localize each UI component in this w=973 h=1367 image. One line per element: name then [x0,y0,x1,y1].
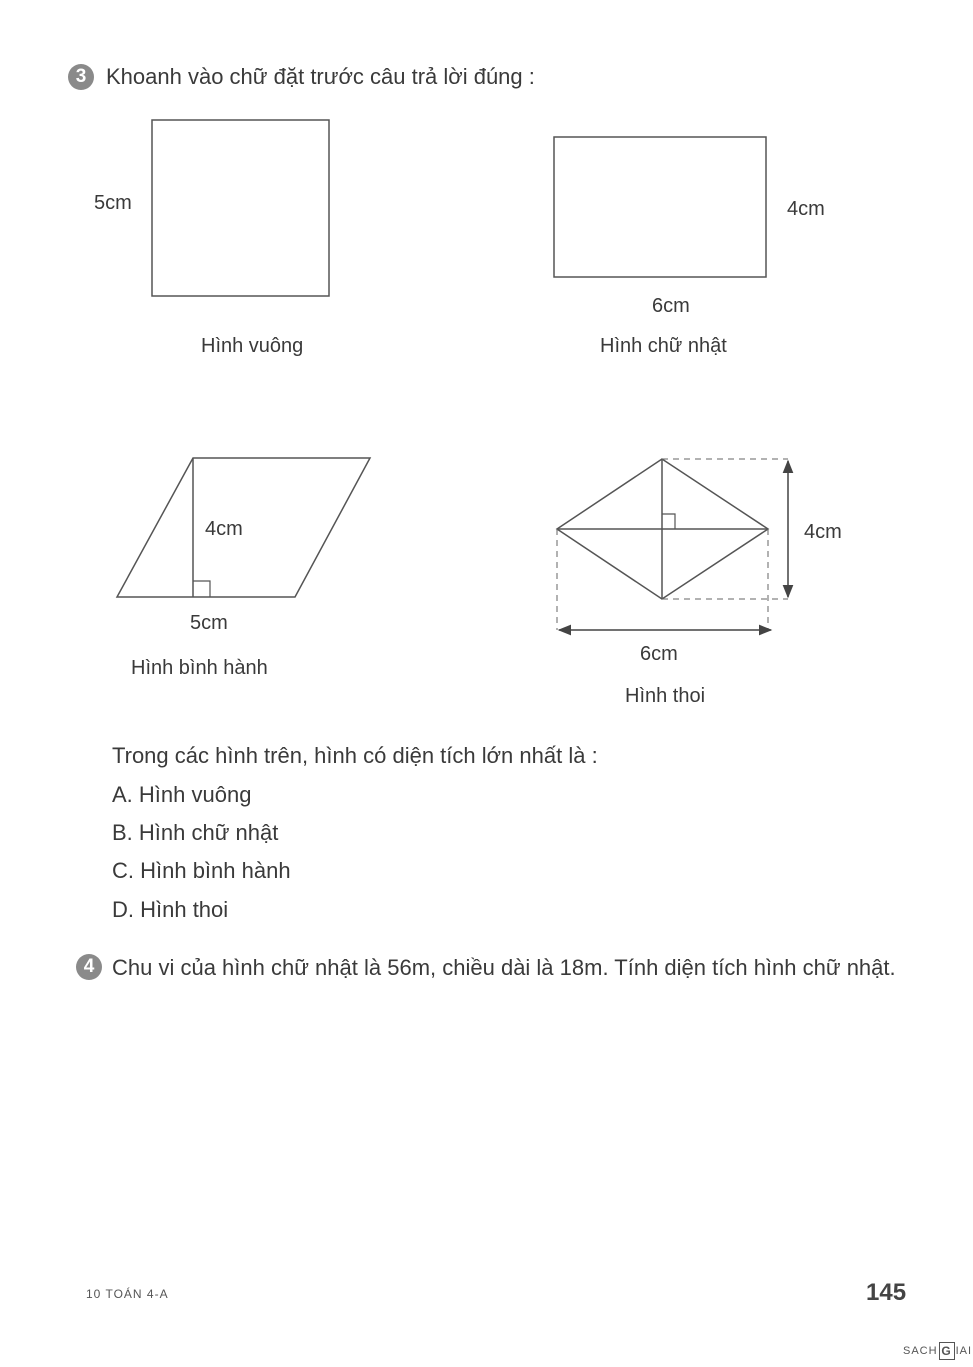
option-c[interactable]: C. Hình bình hành [112,858,291,883]
square-shape [152,120,329,296]
watermark-logo [903,1342,972,1360]
parallelogram-name: Hình bình hành [131,657,268,679]
square-side-label: 5cm [94,192,132,214]
watermark-left-text: SACH [903,1345,938,1357]
option-d[interactable]: D. Hình thoi [112,897,229,922]
question-3-stem: Trong các hình trên, hình có diện tích lớn nhất là : [112,743,598,768]
rhombus-horizontal-diagonal-label: 6cm [640,643,678,665]
question-3-number-badge: 3 [68,64,94,90]
parallelogram-base-label: 5cm [190,612,228,634]
question-4-text: Chu vi của hình chữ nhật là 56m, chiều dài là 18m. Tính diện tích hình chữ nhật. [112,955,896,980]
rhombus-right-angle-mark [662,514,675,529]
option-b[interactable]: B. Hình chữ nhật [112,820,279,845]
watermark-right-text: IAI [955,1345,973,1357]
rhombus-name: Hình thoi [625,685,706,707]
question-4-number-badge: 4 [76,954,102,980]
parallelogram-right-angle-mark [193,581,210,597]
square-name: Hình vuông [201,335,304,357]
question-3-prompt: Khoanh vào chữ đặt trước câu trả lời đúng : [106,64,535,89]
parallelogram-shape [117,458,370,597]
rectangle-name: Hình chữ nhật [600,335,727,357]
rectangle-shape [554,137,766,277]
page-number: 145 [866,1279,907,1306]
parallelogram-height-label: 4cm [205,518,243,540]
footer-book-code: 10 TOÁN 4-A [86,1287,169,1301]
rectangle-height-label: 4cm [787,198,825,220]
rhombus-vertical-diagonal-label: 4cm [804,521,842,543]
rectangle-width-label: 6cm [652,295,690,317]
watermark-box-letter: G [939,1342,955,1360]
option-a[interactable]: A. Hình vuông [112,782,252,807]
